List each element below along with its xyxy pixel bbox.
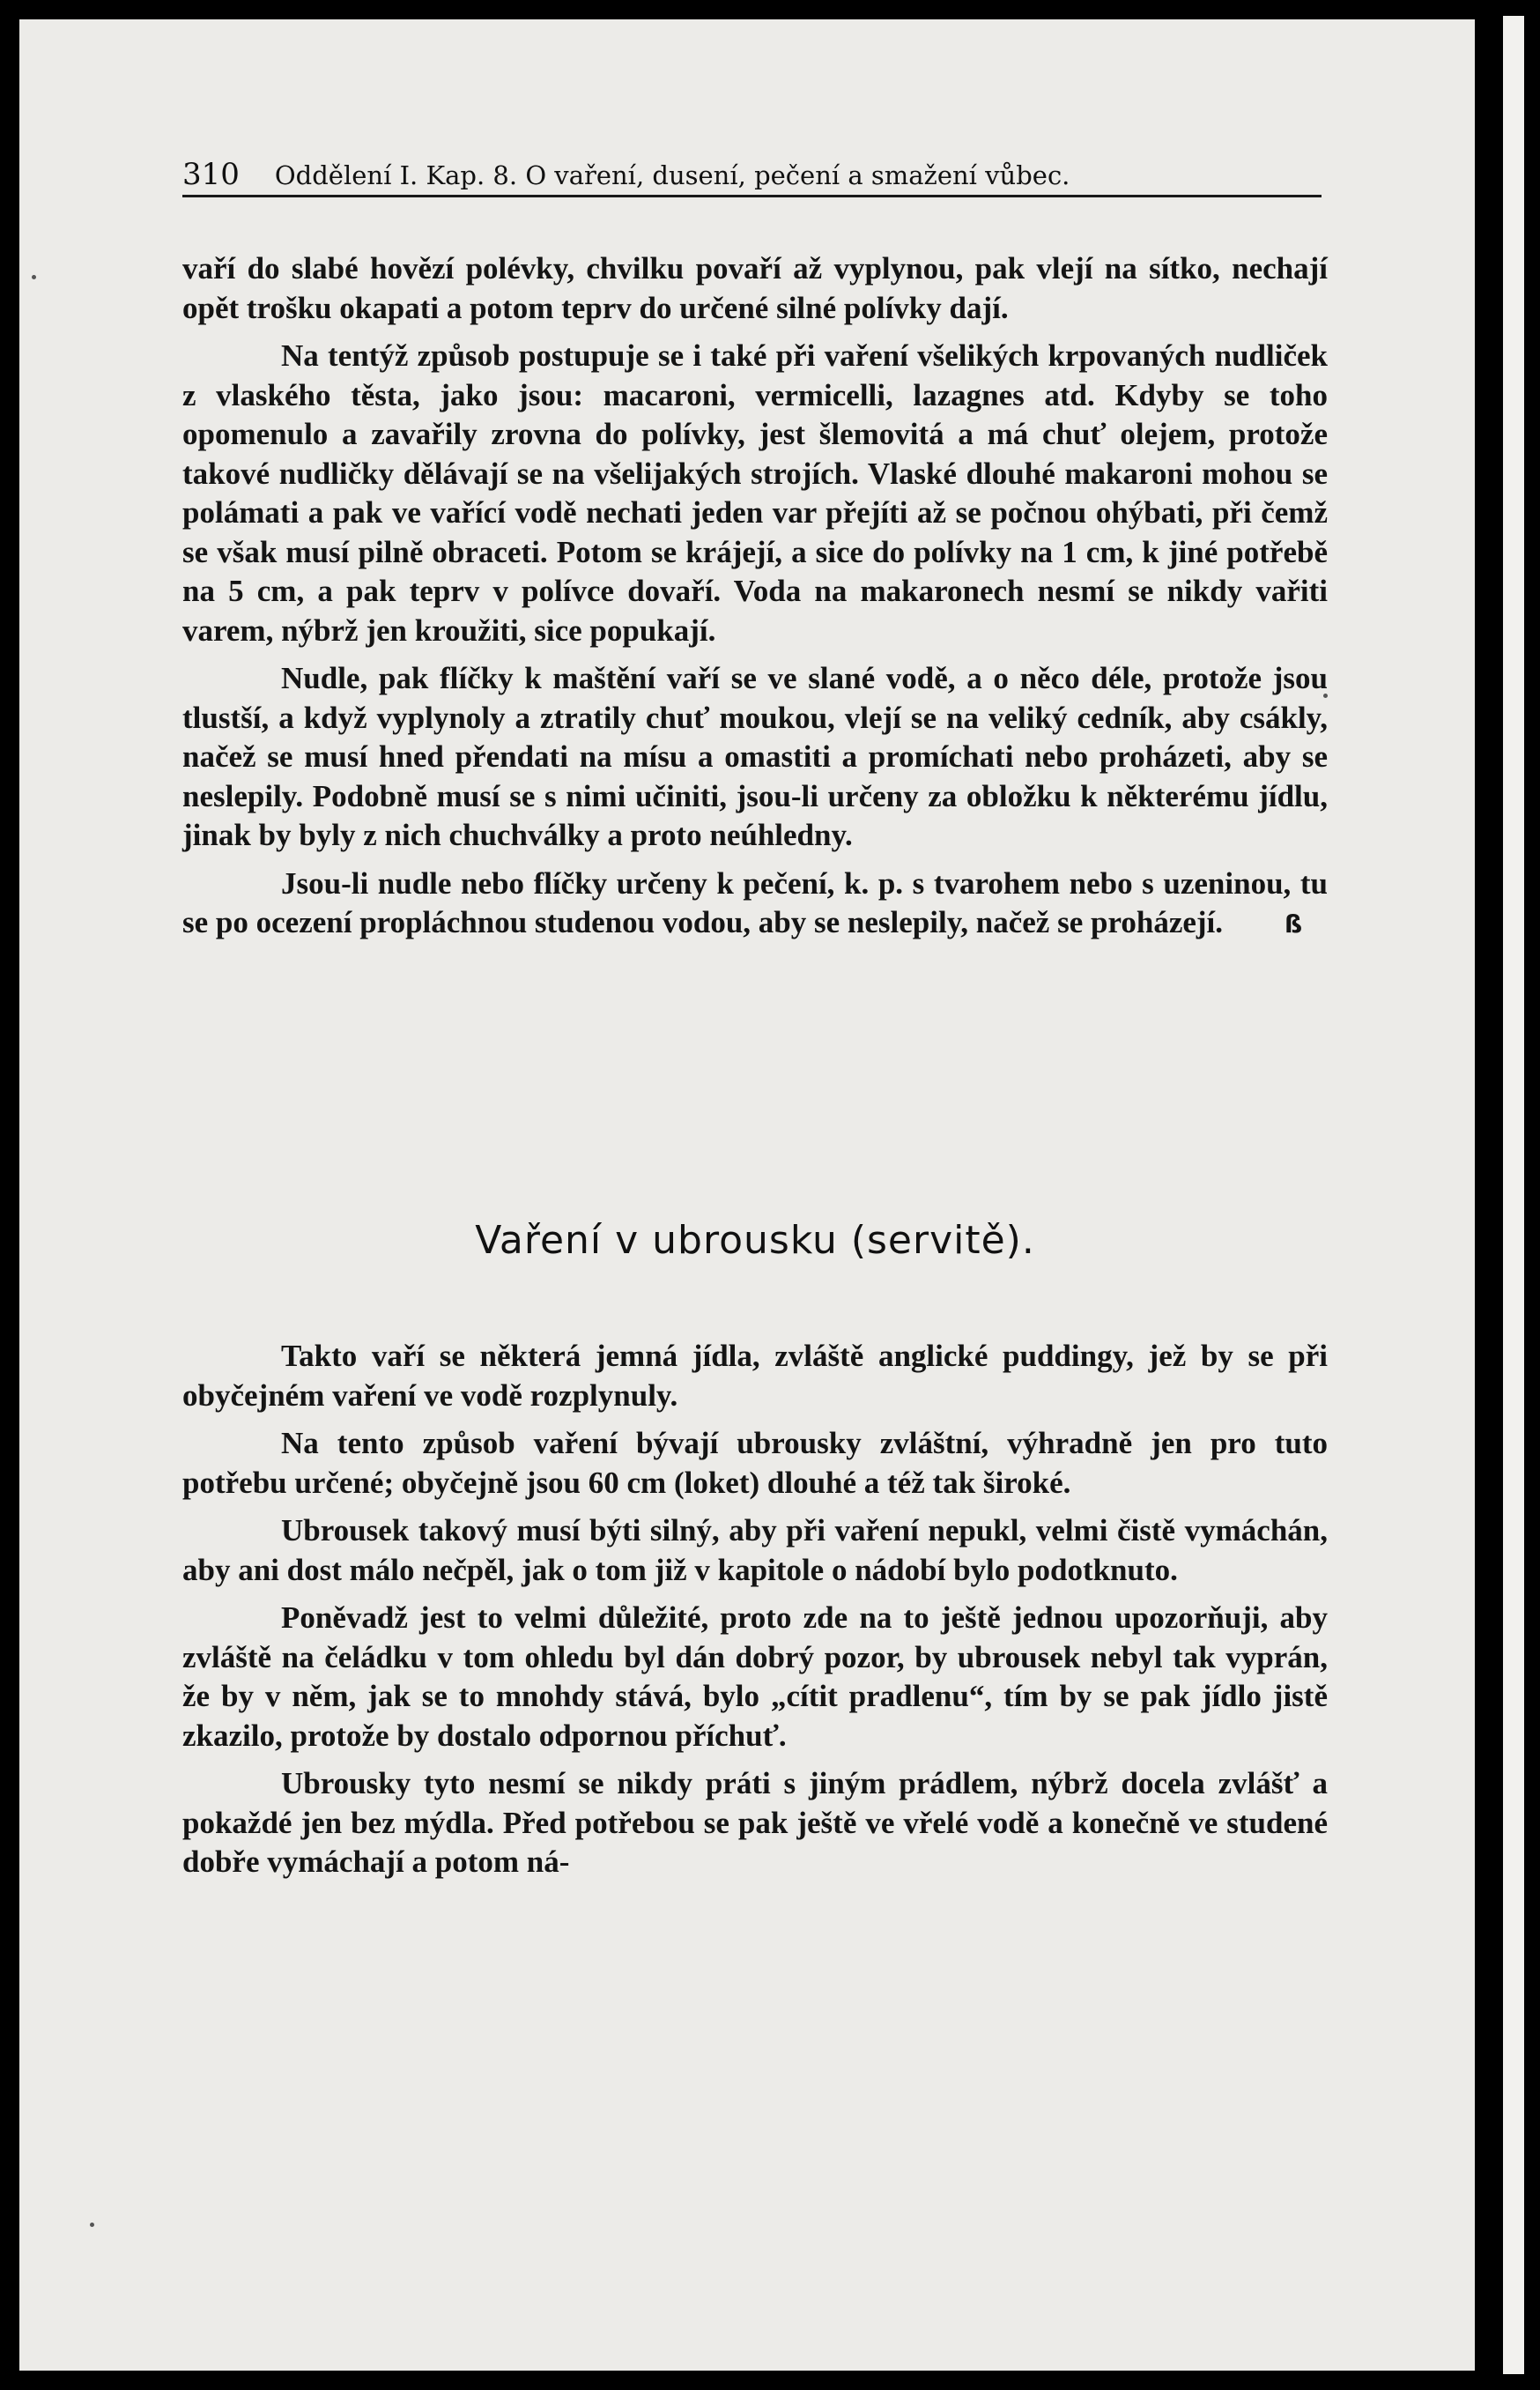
section-title: Vaření v ubrousku (servitě). (475, 1218, 1035, 1263)
running-title: Oddělení I. Kap. 8. O vaření, dusení, pečení a smažení vůbec. (274, 160, 1070, 190)
running-header (182, 157, 1328, 192)
paragraph: Ubrousek takový musí býti silný, aby při vaření nepukl, velmi čistě vymáchán, aby ani dost málo nečpěl, jak o tom již v kapitole o nádobí bylo podotknuto. (182, 1513, 1328, 1587)
paragraph: Na tento způsob vaření bývají ubrousky zvláštní, výhradně jen pro tuto potřebu určené; obyčejně jsou 60 cm (loket) dlouhé a též tak široké. (182, 1426, 1328, 1500)
header-rule (182, 195, 1322, 197)
body-text-bottom (182, 1337, 1328, 1891)
adjacent-page-edge (1503, 16, 1524, 2374)
body-text-top (182, 249, 1328, 954)
marginal-mark: ß (1285, 909, 1303, 939)
paragraph: Poněvadž jest to velmi důležité, proto zde na to ještě jednou upozorňuji, aby zvláště na čeládku v tom ohledu byl dán dobrý pozor, by ubrousek nebyl tak vyprán, že by v něm, jak se to mnohdy stává, bylo „cítit pradlenu“, tím by se pak jídlo jistě zkazilo, protože by dostalo odpornou příchuť. (182, 1600, 1328, 1753)
ink-speck (32, 275, 36, 279)
page-number: 310 (182, 157, 240, 192)
paragraph (182, 865, 1328, 945)
paragraph: vaří do slabé hovězí polévky, chvilku povaří až vyplynou, pak vlejí na sítko, nechají opět trošku okapati a potom teprv do určené silné polívky dají. (182, 251, 1328, 325)
paragraph: Na tentýž způsob postupuje se i také při vaření všelikých krpovaných nudliček z vlaského těsta, jako jsou: macaroni, vermicelli, lazagnes atd. Kdyby se toho opomenulo a zavařily zrovna do polívky, jest šlemovitá a má chuť olejem, protože takové nudličky dělávají se na všelijakých strojích. Vlaské dlouhé makaroni mohou se polámati a pak ve vařící vodě nechati jeden var přejíti až se počnou ohýbati, při čemž se však musí pilně obraceti. Potom se krájejí, a sice do polívky na 1 cm, k jiné potřebě na 5 cm, a pak teprv v polívce dovaří. Voda na makaronech nesmí se nikdy vařiti varem, nýbrž jen kroužiti, sice popukají. (182, 338, 1328, 648)
paragraph: Ubrousky tyto nesmí se nikdy práti s jiným prádlem, nýbrž docela zvlášť a pokaždé jen bez mýdla. Před potřebou se pak ještě ve vřelé vodě a konečně ve studené dobře vymáchají a potom ná- (182, 1766, 1328, 1879)
paragraph: Takto vaří se některá jemná jídla, zvláště anglické puddingy, jež by se při obyčejném vaření ve vodě rozplynuly. (182, 1339, 1328, 1413)
paragraph-text: Jsou-li nudle nebo flíčky určeny k pečení, k. p. s tvarohem nebo s uzeninou, tu se po ocezení propláchnou studenou vodou, aby se neslepily, načež se proházejí. (182, 865, 1328, 939)
ink-speck (90, 2223, 94, 2227)
paragraph: Nudle, pak flíčky k maštění vaří se ve slané vodě, a o něco déle, protože jsou tlustší, a když vyplynoly a ztratily chuť moukou, vlejí se na veliký cedník, aby csákly, načež se musí hned přendati na mísu a omastiti a promíchati nebo proházeti, aby se neslepily. Podobně musí se s nimi učiniti, jsou-li určeny za obložku k některému jídlu, jinak by byly z nich chuchválky a proto neúhledny. (182, 661, 1328, 852)
